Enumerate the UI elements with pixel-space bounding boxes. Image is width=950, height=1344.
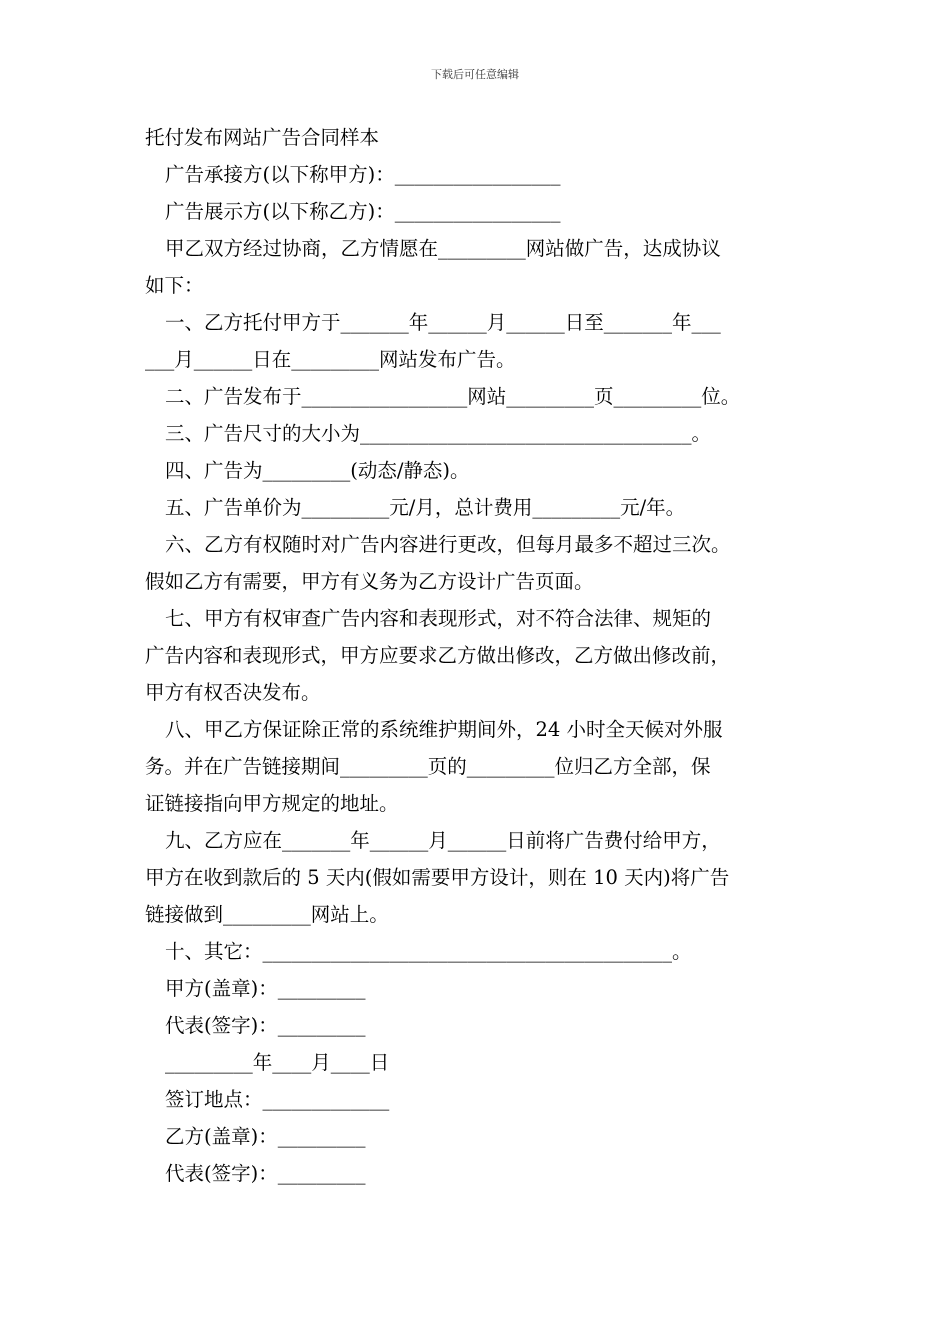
preamble-line-1: 甲乙双方经过协商，乙方情愿在_________网站做广告，达成协议 <box>165 237 721 260</box>
clause-1-line-2: ___月______日在_________网站发布广告。 <box>145 348 516 371</box>
document-title: 托付发布网站广告合同样本 <box>145 126 380 149</box>
clause-9-line-1: 九、乙方应在_______年______月______日前将广告费付给甲方， <box>165 829 721 852</box>
clause-1-line-1: 一、乙方托付甲方于_______年______月______日至_______年___ <box>165 311 721 334</box>
signing-place: 签订地点：_____________ <box>165 1088 390 1111</box>
clause-10: 十、其它：__________________________________________。 <box>165 940 692 963</box>
clause-8-line-1: 八、甲乙方保证除正常的系统维护期间外，24 小时全天候对外服 <box>165 718 723 741</box>
clause-6-line-2: 假如乙方有需要，甲方有义务为乙方设计广告页面。 <box>145 570 594 593</box>
clause-9-line-2: 甲方在收到款后的 5 天内(假如需要甲方设计，则在 10 天内)将广告 <box>145 866 730 889</box>
party-a-seal: 甲方(盖章)：_________ <box>165 977 366 1000</box>
clause-4: 四、广告为_________(动态/静态)。 <box>165 459 470 482</box>
header-note: 下载后可任意编辑 <box>431 68 519 81</box>
party-b-representative: 代表(签字)：_________ <box>165 1162 366 1185</box>
clause-2: 二、广告发布于_________________网站_________页_________位。 <box>165 385 741 408</box>
clause-6-line-1: 六、乙方有权随时对广告内容进行更改，但每月最多不超过三次。 <box>165 533 731 556</box>
preamble-line-2: 如下： <box>145 274 204 297</box>
contract-body <box>145 119 825 1192</box>
clause-9-line-3: 链接做到_________网站上。 <box>145 903 389 926</box>
clause-8-line-2: 务。并在广告链接期间_________页的_________位归乙方全部，保 <box>145 755 711 778</box>
clause-8-line-3: 证链接指向甲方规定的地址。 <box>145 792 399 815</box>
clause-5: 五、广告单价为_________元/月，总计费用_________元/年。 <box>165 496 686 519</box>
party-a-representative: 代表(签字)：_________ <box>165 1014 366 1037</box>
clause-7-line-1: 七、甲方有权审查广告内容和表现形式，对不符合法律、规矩的 <box>165 607 712 630</box>
party-b-seal: 乙方(盖章)：_________ <box>165 1125 366 1148</box>
signing-date: _________年____月____日 <box>165 1051 390 1074</box>
party-a-line: 广告承接方(以下称甲方)：_________________ <box>165 163 561 186</box>
clause-7-line-3: 甲方有权否决发布。 <box>145 681 321 704</box>
party-b-line: 广告展示方(以下称乙方)：_________________ <box>165 200 561 223</box>
clause-3: 三、广告尺寸的大小为__________________________________。 <box>165 422 712 445</box>
clause-7-line-2: 广告内容和表现形式，甲方应要求乙方做出修改，乙方做出修改前， <box>145 644 731 667</box>
